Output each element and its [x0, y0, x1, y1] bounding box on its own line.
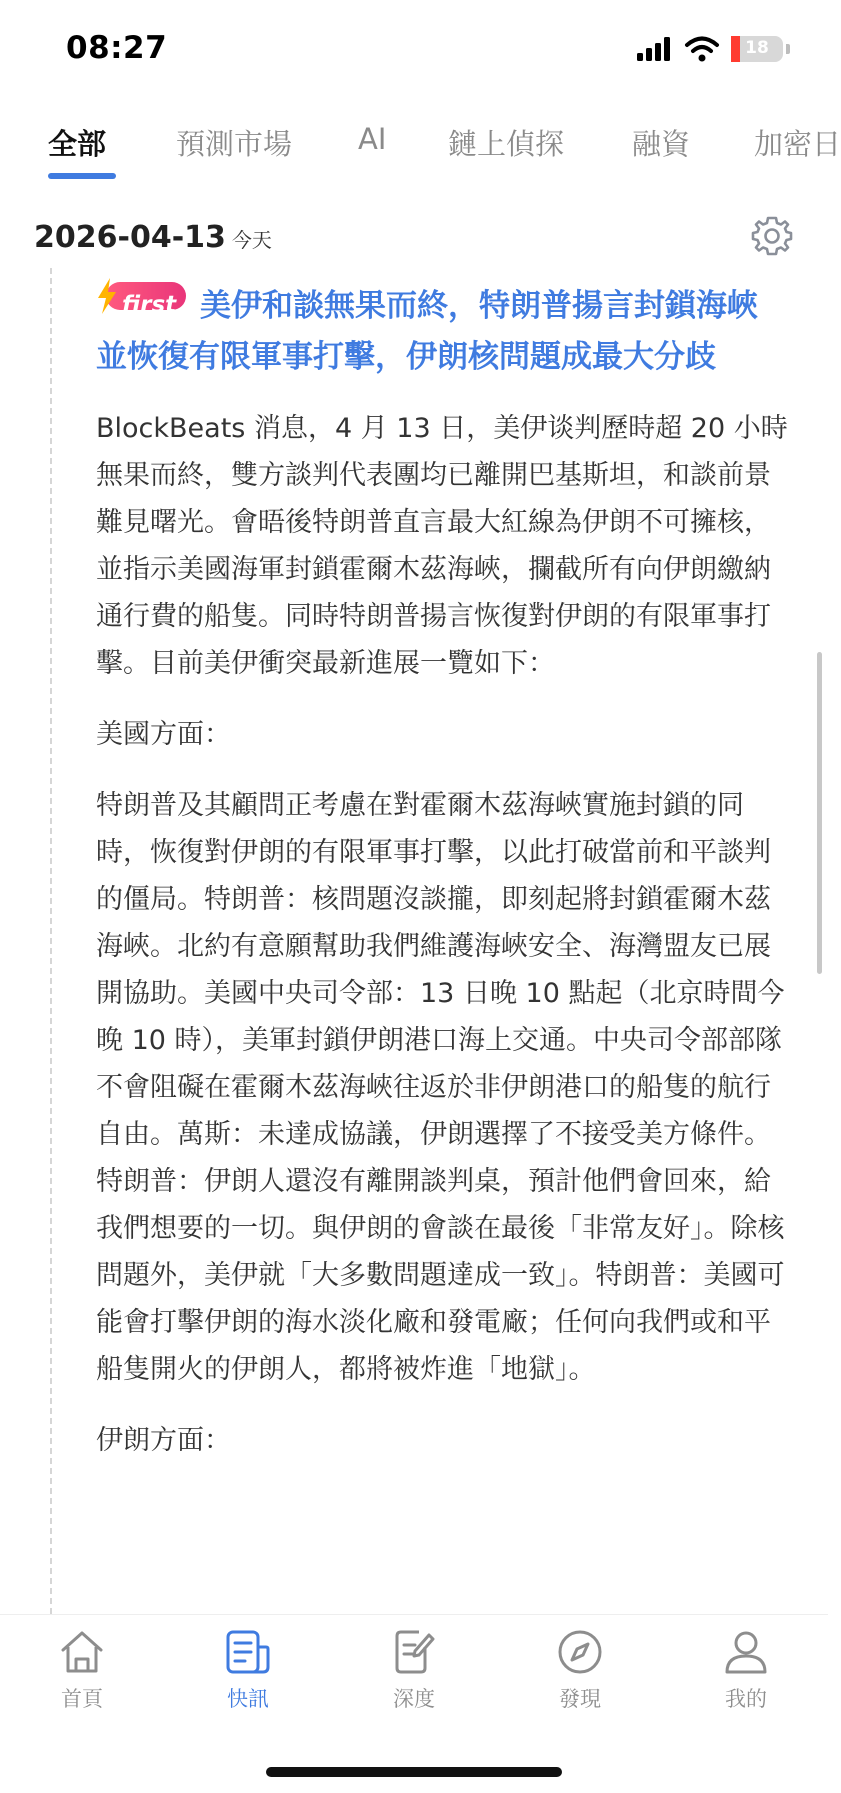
- tab-prediction-market[interactable]: 預測市場: [176, 127, 293, 161]
- status-time: 08:27: [66, 30, 168, 66]
- timeline-line: [50, 268, 52, 1614]
- news-paragraph-iran-heading: 伊朗方面：: [96, 1425, 231, 1456]
- edit-document-icon: [389, 1627, 439, 1677]
- date-header: [34, 220, 794, 260]
- news-headline[interactable]: [96, 280, 788, 383]
- news-icon: [223, 1627, 273, 1677]
- news-item[interactable]: [96, 280, 788, 1488]
- home-indicator[interactable]: [266, 1767, 562, 1777]
- status-icons: [637, 36, 790, 62]
- cellular-signal-icon: [637, 37, 673, 61]
- news-paragraph-us-heading: 美國方面：: [96, 719, 231, 750]
- news-paragraph-us-detail: 特朗普及其顧問正考慮在對霍爾木茲海峽實施封鎖的同時，恢復對伊朗的有限軍事打擊，以此打破當前和平談判的僵局。特朗普：核問題沒談攏，即刻起將封鎖霍爾木茲海峽。北約有意願幫助我們維護海峽安全、海灣盟友已展開協助。美國中央司令部：13 日晚 10 點起（北京時間今晚 10 時），美軍封鎖伊朗港口海上交通。中央司令部部隊不會阻礙在霍爾木茲海峽往返於非伊朗港口的船隻的航行自由。萬斯：未達成協議，伊朗選擇了不接受美方條件。特朗普：伊朗人還沒有離開談判桌，預計他們會回來，給我們想要的一切。與伊朗的會談在最後「非常友好」。除核問題外，美伊就「大多數問題達成一致」。特朗普：美國可能會打擊伊朗的海水淡化廠和發電廠；任何向我們或和平船隻開火的伊朗人，都將被炸進「地獄」。: [96, 790, 785, 1385]
- home-icon: [57, 1627, 107, 1677]
- active-tab-indicator: [48, 173, 116, 179]
- nav-news[interactable]: 快訊: [188, 1627, 308, 1737]
- feed-date: 2026-04-13: [34, 220, 226, 255]
- compass-icon: [555, 1627, 605, 1677]
- battery-level: 18: [745, 38, 769, 58]
- tab-financing[interactable]: 融資: [632, 127, 691, 161]
- wifi-icon: [685, 36, 719, 62]
- scrollbar[interactable]: [817, 652, 822, 974]
- lightning-bolt-icon: [96, 278, 118, 314]
- tab-crypto-daily[interactable]: 加密日: [754, 127, 841, 161]
- status-bar: [0, 0, 828, 100]
- bottom-navigation: [0, 1614, 828, 1793]
- battery-icon: [731, 36, 783, 62]
- category-tabs: [48, 122, 841, 182]
- profile-icon: [721, 1627, 771, 1677]
- feed-date-label: 今天: [231, 228, 272, 252]
- nav-depth[interactable]: 深度: [354, 1627, 474, 1737]
- gear-icon[interactable]: [750, 214, 794, 258]
- tab-onchain-detective[interactable]: 鏈上偵探: [448, 127, 565, 161]
- news-title: 美伊和談無果而終，特朗普揚言封鎖海峽並恢復有限軍事打擊，伊朗核問題成最大分歧: [96, 288, 758, 375]
- news-body: [96, 405, 788, 1464]
- first-badge: first: [96, 280, 188, 312]
- nav-home[interactable]: 首頁: [22, 1627, 142, 1737]
- nav-profile[interactable]: 我的: [686, 1627, 806, 1737]
- news-paragraph-intro: BlockBeats 消息，4 月 13 日，美伊谈判歷時超 20 小時無果而終，雙方談判代表團均已離開巴基斯坦，和談前景難見曙光。會晤後特朗普直言最大紅線為伊朗不可擁核，並指示美國海軍封鎖霍爾木茲海峽，攔截所有向伊朗繳納通行費的船隻。同時特朗普揚言恢復對伊朗的有限軍事打擊。目前美伊衝突最新進展一覽如下：: [96, 413, 788, 679]
- nav-discover[interactable]: 發現: [520, 1627, 640, 1737]
- tab-all[interactable]: 全部: [48, 122, 106, 163]
- tab-ai[interactable]: AI: [358, 122, 387, 156]
